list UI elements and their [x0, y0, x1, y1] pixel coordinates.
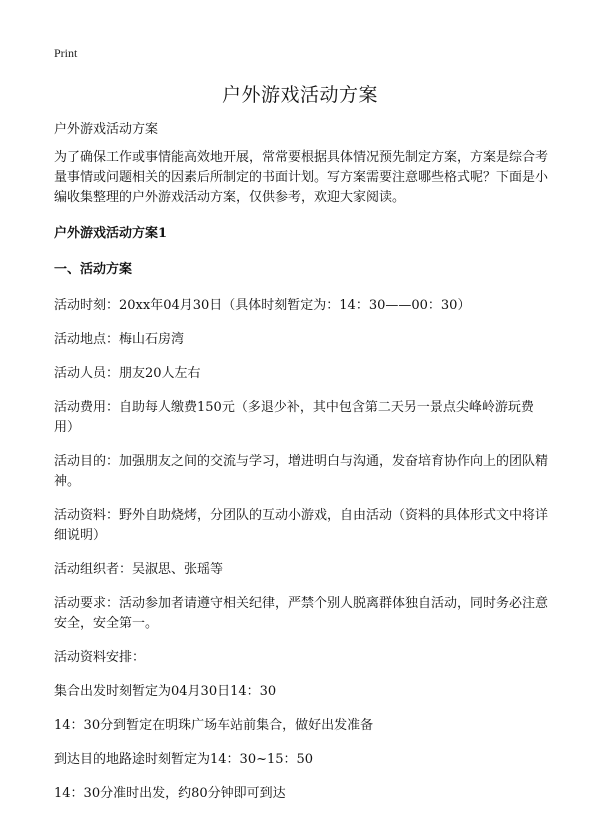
paragraph-participants: 活动人员：朋友20人左右	[54, 366, 201, 381]
paragraph-content: 活动资料：野外自助烧烤，分团队的互动小游戏，自由活动（资料的具体形式文中将详细说明）	[54, 508, 549, 543]
paragraph-requirements: 活动要求：活动参加者请遵守相关纪律，严禁个别人脱离群体独自活动，同时务必注意安全，安全第一。	[54, 596, 549, 631]
paragraph-location: 活动地点：梅山石房湾	[54, 332, 185, 347]
paragraph-purpose: 活动目的：加强朋友之间的交流与学习，增进明白与沟通，发奋培育协作向上的团队精神。	[54, 454, 549, 489]
part-heading: 一、活动方案	[54, 262, 133, 277]
document-title: 户外游戏活动方案	[221, 84, 378, 106]
section-title: 户外游戏活动方案1	[54, 226, 168, 241]
paragraph-travel-time: 到达目的地路途时刻暂定为14：30~15：50	[54, 752, 314, 767]
paragraph-schedule-heading: 活动资料安排：	[54, 650, 146, 665]
print-label[interactable]: Print	[54, 46, 78, 60]
paragraph-gathering: 14：30分到暂定在明珠广场车站前集合，做好出发准备	[54, 718, 374, 733]
paragraph-organizers: 活动组织者：吴淑思、张瑶等	[54, 562, 224, 577]
paragraph-time: 活动时刻：20xx年04月30日（具体时刻暂定为：14：30——00：30）	[54, 298, 471, 313]
paragraph-cost: 活动费用：自助每人缴费150元（多退少补，其中包含第二天另一景点尖峰岭游玩费用）	[54, 400, 534, 435]
paragraph-departure-time: 集合出发时刻暂定为04月30日14：30	[54, 684, 277, 699]
intro-paragraph: 为了确保工作或事情能高效地开展，常常要根据具体情况预先制定方案，方案是综合考量事情或问题相关的因素后所制定的书面计划。写方案需要注意哪些格式呢？下面是小编收集整理的户外游戏活动方案，仅供参考，欢迎大家阅读。	[54, 150, 549, 205]
document-subtitle: 户外游戏活动方案	[54, 122, 159, 137]
paragraph-arrival: 14：30分准时出发，约80分钟即可到达	[54, 786, 286, 801]
document-body	[54, 120, 550, 818]
